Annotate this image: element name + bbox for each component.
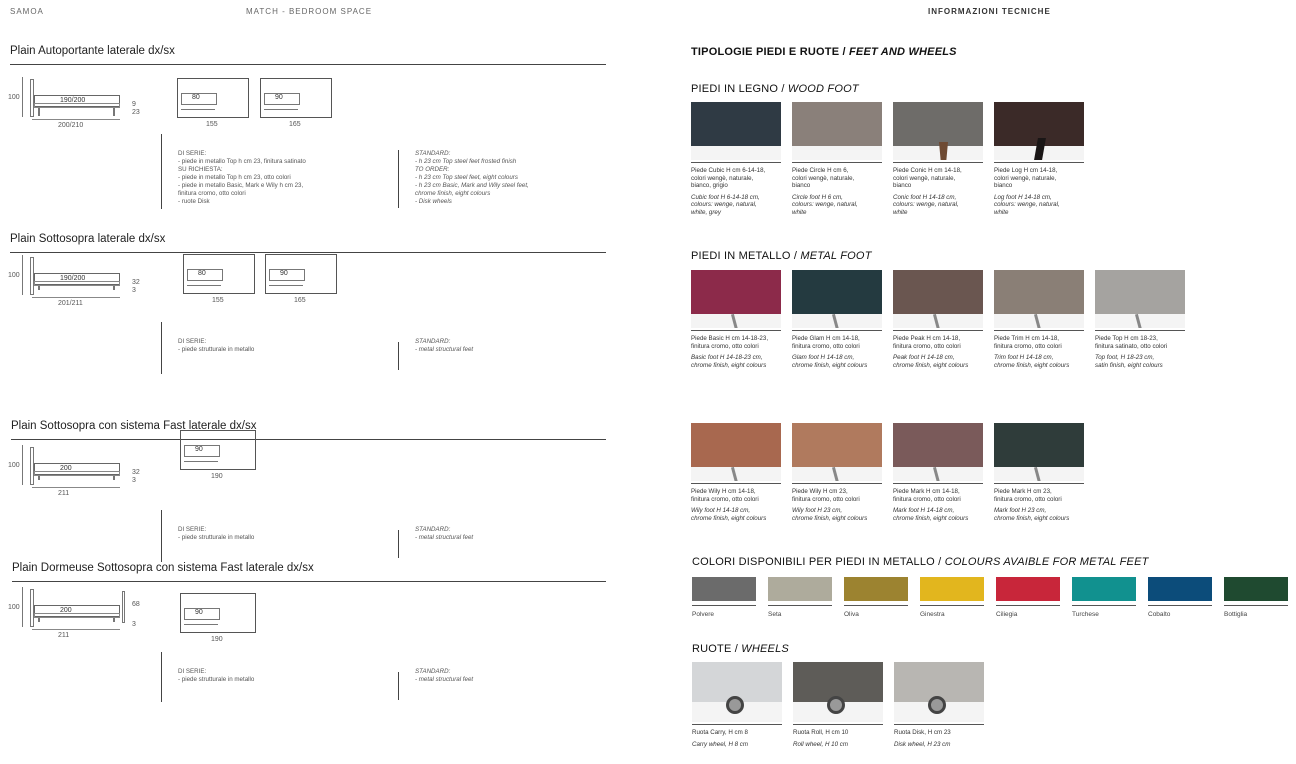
swatch-rule: [844, 605, 908, 606]
caption-rule: [691, 162, 781, 163]
caption-rule: [792, 483, 882, 484]
depth-label-a: 32: [132, 279, 140, 286]
headboard: [22, 445, 23, 485]
depth-label-b: 3: [132, 621, 136, 628]
caption-en: Disk wheel, H 23 cm: [894, 740, 951, 748]
side-back: [122, 591, 125, 623]
standard-note-it: DI SERIE: - piede strutturale in metallo: [178, 338, 255, 353]
top-view-leg: [181, 106, 215, 110]
swatch-rule: [768, 605, 832, 606]
caption-en: Wily foot H 23 cm, chrome finish, eight colours: [792, 507, 868, 522]
top-view-leg: [269, 282, 303, 286]
foot-card: [793, 662, 885, 748]
foot-card: [994, 423, 1086, 522]
caption-rule: [793, 724, 883, 725]
leg-shape: [731, 314, 738, 328]
swatch-label: Bottiglia: [1224, 611, 1248, 618]
top-view-double: [265, 254, 337, 304]
depth-label-a: 32: [132, 469, 140, 476]
mattress: [34, 613, 120, 618]
caption-it: Piede Wily H cm 14-18, finitura cromo, otto colori: [691, 488, 759, 503]
caption-rule: [1095, 330, 1185, 331]
top-view-leg: [264, 106, 298, 110]
top-view-single: [183, 254, 255, 304]
foot-image: [792, 102, 882, 160]
caption-en: Glam foot H 14-18 cm, chrome finish, eight colours: [792, 354, 868, 369]
note-divider: [398, 150, 399, 208]
caption-rule: [893, 483, 983, 484]
top-view-width: 155: [206, 121, 218, 128]
color-swatch: [1224, 577, 1288, 601]
section-title: Plain Autoportante laterale dx/sx: [10, 45, 175, 57]
swatch-rule: [1148, 605, 1212, 606]
swatch-label: Oliva: [844, 611, 859, 618]
caption-it: Ruota Carry, H cm 8: [692, 729, 748, 736]
caption-it: Piede Cubic H cm 6-14-18, colori wengè, naturale, bianco, grigio: [691, 167, 766, 189]
section-title: Plain Sottosopra laterale dx/sx: [10, 233, 166, 245]
top-view-width: 190: [211, 473, 223, 480]
caption-rule: [692, 724, 782, 725]
standard-note-it: DI SERIE: - piede in metallo Top h cm 23, finitura satinato SU RICHIESTA: - piede in metallo Top h cm 23, otto colori - piede in metallo Basic, Mark e Wily h cm 23, finitura cromo, otto colori - ruote Disk: [178, 150, 306, 205]
standard-note-it: DI SERIE: - piede strutturale in metallo: [178, 668, 255, 683]
caption-rule: [994, 330, 1084, 331]
caption-it: Piede Mark H cm 23, finitura cromo, otto colori: [994, 488, 1062, 503]
caption-it: Piede Trim H cm 14-18, finitura cromo, otto colori: [994, 335, 1062, 350]
leg-shape: [1034, 467, 1041, 481]
caption-rule: [894, 724, 984, 725]
caption-it: Piede Top H cm 18-23, finitura satinato, otto colori: [1095, 335, 1168, 350]
top-view-value: 90: [275, 94, 283, 101]
foot-image: [691, 423, 781, 481]
length-label: 211: [58, 632, 70, 639]
foot-image: [691, 102, 781, 160]
top-view-single: [177, 78, 249, 128]
caption-en: Basic foot H 14-18-23 cm, chrome finish, eight colours: [691, 354, 767, 369]
foot-image: [994, 270, 1084, 328]
metal-foot-heading-it: PIEDI IN METALLO /: [691, 250, 801, 262]
inner-length-label: 200: [60, 465, 72, 472]
wheel-shape: [827, 696, 845, 714]
note-divider: [398, 530, 399, 558]
leg: [38, 286, 40, 290]
foot-image: [793, 662, 883, 722]
top-view-width: 165: [289, 121, 301, 128]
note-divider: [161, 134, 162, 209]
height-label: 100: [8, 604, 20, 611]
caption-rule: [792, 162, 882, 163]
leg-shape: [1034, 314, 1041, 328]
foot-card: [792, 270, 884, 369]
bed-side-diagram: [10, 587, 150, 647]
caption-en: Trim foot H 14-18 cm, chrome finish, eight colours: [994, 354, 1070, 369]
wheel-shape: [928, 696, 946, 714]
standard-note-en: STANDARD: - metal structural feet: [415, 526, 474, 541]
inner-length-label: 190/200: [60, 275, 86, 282]
metal-foot-heading: [691, 250, 872, 262]
leg: [113, 108, 115, 116]
caption-en: Roll wheel, H 10 cm: [793, 740, 849, 748]
foot-card: [792, 423, 884, 522]
color-swatch: [692, 577, 756, 601]
headboard: [22, 587, 23, 627]
leg: [113, 476, 115, 480]
top-view-leg: [187, 282, 221, 286]
wood-foot-heading-en: WOOD FOOT: [787, 83, 859, 95]
height-label: 100: [8, 272, 20, 279]
caption-en: Log foot H 14-18 cm, colours: wenge, natural, white: [994, 193, 1060, 216]
leg-shape: [939, 142, 948, 160]
upholstery: [691, 423, 781, 467]
caption-en: Top foot, H 18-23 cm, satin finish, eight colours: [1095, 354, 1163, 369]
upholstery: [893, 423, 983, 467]
upholstery: [792, 423, 882, 467]
foot-card: [692, 662, 784, 748]
foot-card: [893, 423, 985, 522]
upholstery: [691, 270, 781, 314]
bed-side-diagram: [10, 77, 150, 137]
leg-shape: [1135, 314, 1142, 328]
leg: [38, 618, 40, 622]
bed-side-diagram: [10, 445, 150, 505]
wheels-heading-it: RUOTE /: [692, 643, 742, 655]
color-swatch: [1072, 577, 1136, 601]
foot-image: [894, 662, 984, 722]
upholstery: [893, 102, 983, 146]
note-divider: [398, 672, 399, 700]
caption-en: Cubic foot H 6-14-18 cm, colours: wenge, natural, white, grey: [691, 193, 760, 216]
collection-label: MATCH - BEDROOM SPACE: [246, 7, 373, 16]
caption-it: Ruota Disk, H cm 23: [894, 729, 951, 736]
leg: [113, 286, 115, 290]
page-title: INFORMAZIONI TECNICHE: [928, 7, 1051, 16]
caption-it: Piede Circle H cm 6, colori wengè, naturale, bianco: [792, 167, 855, 189]
caption-it: Piede Glam H cm 14-18, finitura cromo, otto colori: [792, 335, 860, 350]
mattress: [34, 471, 120, 476]
swatch-label: Polvere: [692, 611, 715, 618]
dimension-line: [32, 487, 120, 488]
foot-card: [691, 102, 783, 216]
bed-side-diagram: [10, 255, 150, 315]
upholstery: [994, 270, 1084, 314]
caption-en: Carry wheel, H 8 cm: [692, 740, 749, 748]
caption-en: Mark foot H 14-18 cm, chrome finish, eight colours: [893, 507, 969, 522]
foot-image: [893, 102, 983, 160]
top-view-width: 190: [211, 636, 223, 643]
feet-wheels-heading-it: TIPOLOGIE PIEDI E RUOTE /: [691, 46, 849, 58]
brand-label: SAMOA: [10, 7, 44, 16]
foot-card: [792, 102, 884, 216]
note-divider: [161, 510, 162, 562]
foot-image: [1095, 270, 1185, 328]
leg: [38, 476, 40, 480]
dimension-line: [32, 119, 120, 120]
section-title: Plain Dormeuse Sottosopra con sistema Fast laterale dx/sx: [12, 562, 314, 574]
top-view-value: 90: [280, 270, 288, 277]
foot-image: [691, 270, 781, 328]
caption-rule: [893, 330, 983, 331]
color-swatch: [1148, 577, 1212, 601]
wheel-shape: [726, 696, 744, 714]
caption-en: Peak foot H 14-18 cm, chrome finish, eight colours: [893, 354, 969, 369]
upholstery: [691, 102, 781, 146]
swatch-rule: [692, 605, 756, 606]
top-view-leg: [184, 621, 218, 625]
caption-rule: [691, 483, 781, 484]
swatch-label: Ciliegia: [996, 611, 1018, 618]
length-label: 211: [58, 490, 70, 497]
section-rule: [12, 581, 606, 582]
headboard: [22, 77, 23, 117]
foot-card: [994, 270, 1086, 369]
caption-en: Mark foot H 23 cm, chrome finish, eight colours: [994, 507, 1070, 522]
swatch-label: Cobalto: [1148, 611, 1171, 618]
depth-label-a: 68: [132, 601, 140, 608]
wheels-heading: [692, 643, 789, 655]
swatch-label: Seta: [768, 611, 782, 618]
standard-note-it: DI SERIE: - piede strutturale in metallo: [178, 526, 255, 541]
note-divider: [161, 322, 162, 374]
upholstery: [1095, 270, 1185, 314]
foot-image: [994, 102, 1084, 160]
inner-length-label: 190/200: [60, 97, 86, 104]
leg-shape: [832, 314, 839, 328]
foot-image: [893, 423, 983, 481]
height-label: 100: [8, 94, 20, 101]
top-view-single: [180, 593, 256, 643]
headboard: [22, 255, 23, 295]
foot-card: [691, 423, 783, 522]
foot-image: [994, 423, 1084, 481]
top-view-value: 80: [192, 94, 200, 101]
caption-it: Piede Peak H cm 14-18, finitura cromo, otto colori: [893, 335, 961, 350]
colors-heading-it: COLORI DISPONIBILI PER PIEDI IN METALLO /: [692, 556, 945, 568]
color-swatch: [844, 577, 908, 601]
height-label: 100: [8, 462, 20, 469]
standard-note-en: STANDARD: - h 23 cm Top steel feet frosted finish TO ORDER: - h 23 cm Top steel feet, eight colours - h 23 cm Basic, Mark and Wily steel feet, chrome finish, eight colours - Disk wheels: [415, 150, 529, 205]
section-rule: [10, 252, 606, 253]
dimension-line: [32, 629, 120, 630]
swatch-label: Turchese: [1072, 611, 1099, 618]
color-swatch: [768, 577, 832, 601]
caption-it: Piede Conic H cm 14-18, colori wengè, naturale, bianco: [893, 167, 962, 189]
caption-it: Ruota Roll, H cm 10: [793, 729, 849, 736]
swatch-rule: [1224, 605, 1288, 606]
caption-rule: [691, 330, 781, 331]
feet-wheels-heading: [691, 46, 957, 58]
section-title: Plain Sottosopra con sistema Fast laterale dx/sx: [11, 420, 257, 432]
caption-en: Conic foot H 14-18 cm, colours: wenge, natural, white: [893, 193, 959, 216]
foot-card: [691, 270, 783, 369]
top-view-width: 165: [294, 297, 306, 304]
upholstery: [792, 102, 882, 146]
depth-label-b: 3: [132, 477, 136, 484]
upholstery: [994, 423, 1084, 467]
foot-image: [792, 270, 882, 328]
caption-rule: [893, 162, 983, 163]
depth-label-a: 9: [132, 101, 136, 108]
standard-note-en: STANDARD: - metal structural feet: [415, 338, 474, 353]
length-label: 200/210: [58, 122, 84, 129]
section-rule: [11, 439, 606, 440]
caption-en: Circle foot H 6 cm, colours: wenge, natural, white: [792, 193, 858, 216]
section-rule: [10, 64, 606, 65]
leg-shape: [933, 314, 940, 328]
foot-image: [893, 270, 983, 328]
top-view-value: 80: [198, 270, 206, 277]
color-swatch: [920, 577, 984, 601]
standard-note-en: STANDARD: - metal structural feet: [415, 668, 474, 683]
length-label: 201/211: [58, 300, 83, 307]
metal-foot-heading-en: METAL FOOT: [800, 250, 872, 262]
upholstery: [893, 270, 983, 314]
leg-shape: [731, 467, 738, 481]
foot-image: [692, 662, 782, 722]
caption-it: Piede Basic H cm 14-18-23, finitura cromo, otto colori: [691, 335, 769, 350]
note-divider: [161, 652, 162, 702]
caption-rule: [994, 483, 1084, 484]
wheels-heading-en: WHEELS: [741, 643, 789, 655]
foot-card: [894, 662, 986, 748]
top-view-leg: [184, 458, 218, 462]
foot-card: [994, 102, 1086, 216]
swatch-label: Ginestra: [920, 611, 945, 618]
foot-image: [792, 423, 882, 481]
foot-card: [893, 102, 985, 216]
inner-length-label: 200: [60, 607, 72, 614]
dimension-line: [32, 297, 120, 298]
depth-label-b: 23: [132, 109, 140, 116]
leg-shape: [933, 467, 940, 481]
top-view-width: 155: [212, 297, 224, 304]
top-view-value: 90: [195, 446, 203, 453]
color-swatch: [996, 577, 1060, 601]
caption-it: Piede Wily H cm 23, finitura cromo, otto colori: [792, 488, 860, 503]
caption-en: Wily foot H 14-18 cm, chrome finish, eight colours: [691, 507, 767, 522]
leg: [113, 618, 115, 622]
swatch-rule: [920, 605, 984, 606]
top-view-single: [180, 430, 256, 480]
colors-heading-en: COLOURS AVAIBLE FOR METAL FEET: [944, 556, 1149, 568]
upholstery: [792, 270, 882, 314]
caption-it: Piede Log H cm 14-18, colori wengè, naturale, bianco: [994, 167, 1058, 189]
foot-card: [893, 270, 985, 369]
depth-label-b: 3: [132, 287, 136, 294]
top-view-double: [260, 78, 332, 128]
wood-foot-heading: [691, 83, 859, 95]
foot-card: [1095, 270, 1187, 369]
top-view-value: 90: [195, 609, 203, 616]
swatch-rule: [1072, 605, 1136, 606]
colors-heading: [692, 556, 1149, 568]
caption-rule: [792, 330, 882, 331]
leg: [38, 108, 40, 116]
wood-foot-heading-it: PIEDI IN LEGNO /: [691, 83, 788, 95]
leg-shape: [832, 467, 839, 481]
note-divider: [398, 342, 399, 370]
swatch-rule: [996, 605, 1060, 606]
caption-it: Piede Mark H cm 14-18, finitura cromo, otto colori: [893, 488, 961, 503]
caption-rule: [994, 162, 1084, 163]
feet-wheels-heading-en: FEET AND WHEELS: [849, 46, 957, 58]
